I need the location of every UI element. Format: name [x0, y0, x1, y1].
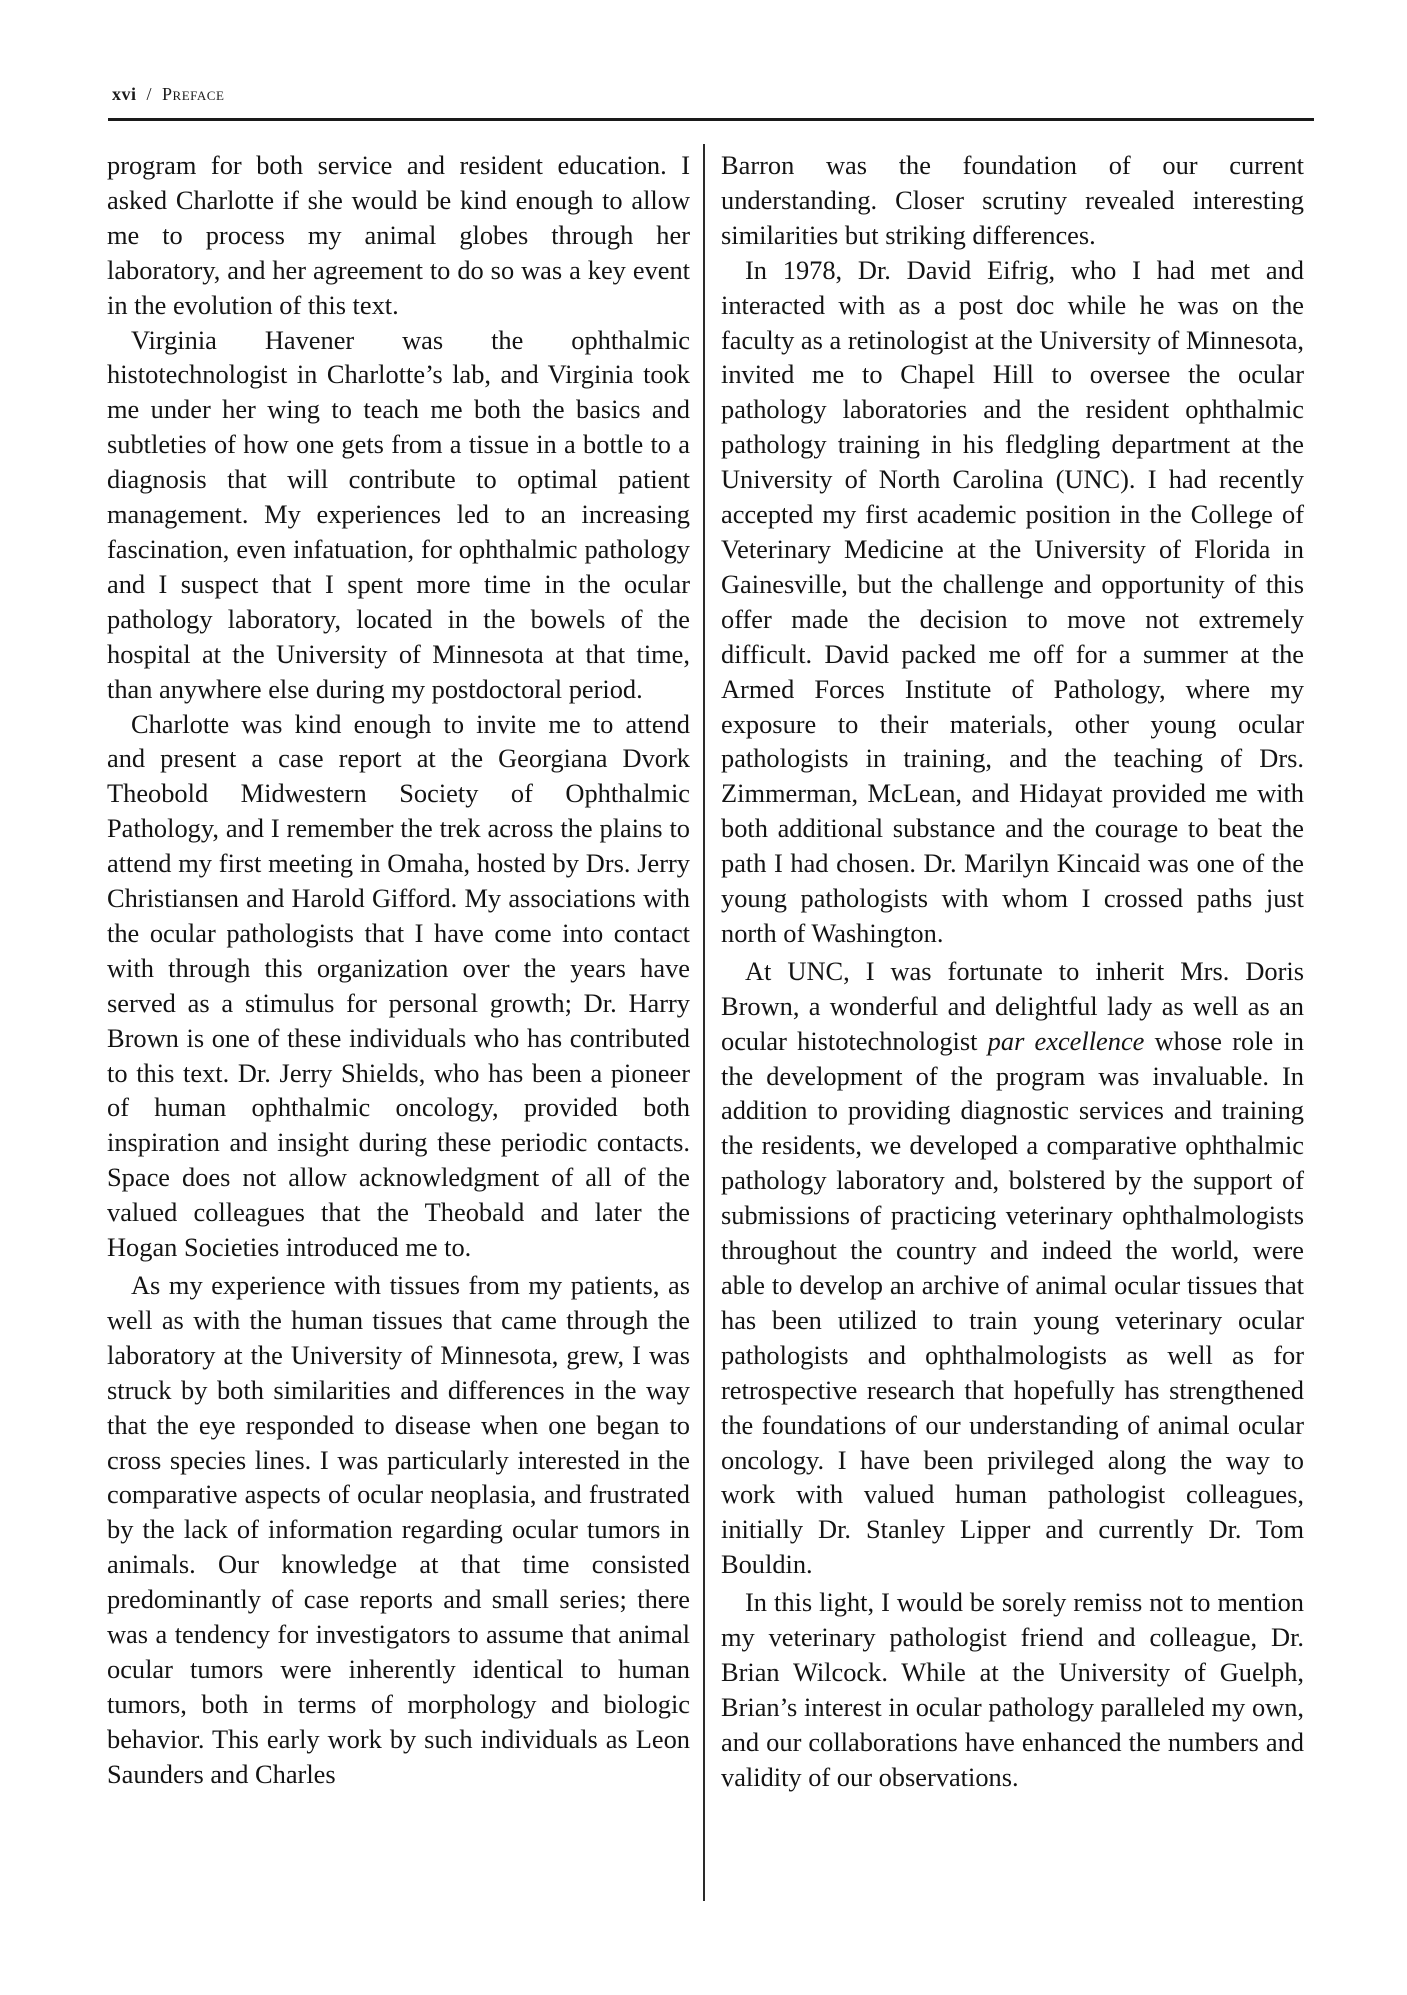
paragraph: Virginia Havener was the ophthalmic histotechnologist in Charlotte’s lab, and Virginia took me under her wing to teach me both the basics and subtleties of how one gets from a tissue in a bottle to a diagnosis that will contribute to optimal patient management. My experiences led to an increasing fascination, even infatuation, for ophthalmic pathology and I suspect that I spent more time in the ocular pathology laboratory, located in the bowels of the hospital at the University of Minnesota at that time, than anywhere else during my postdoctoral period.	[107, 324, 690, 704]
paragraph: In this light, I would be sorely remiss not to mention my veterinary pathologist friend and colleague, Dr. Brian Wilcock. While at the University of Guelph, Brian’s interest in ocular pathology paralleled my own, and our collaborations have enhanced the numbers and validity of our observations.	[721, 1587, 1304, 1792]
paragraph: program for both service and resident education. I asked Charlotte if she would be kind enough to allow me to process my animal globes through her laboratory, and her agreement to do so was a key event in the evolution of this text.	[107, 150, 690, 320]
left-column	[107, 148, 690, 1792]
paragraph-text: At UNC, I was fortunate to inherit Mrs. Doris Brown, a wonderful and delightful lady as well as an ocular histotechnologist	[721, 955, 1304, 1056]
paragraph: As my experience with tissues from my patients, as well as with the human tissues that came through the laboratory at the University of Minnesota, grew, I was struck by both similarities and differences in the way that the eye responded to disease when one began to cross species lines. I was particularly interested in the comparative aspects of ocular neoplasia, and frustrated by the lack of information regarding ocular tumors in animals. Our knowledge at that time consisted predominantly of case reports and small series; there was a tendency for investigators to assume that animal ocular tumors were inherently identical to human tumors, both in terms of morphology and biologic behavior. This early work by such individuals as Leon Saunders and Charles	[107, 1270, 690, 1789]
paragraph-text: whose role in the development of the program was invaluable. In addition to providing diagnostic services and training the residents, we developed a comparative ophthalmic pathology laboratory and, bolstered by the support of submissions of practicing veterinary ophthalmologists throughout the country and indeed the world, were able to develop an archive of animal ocular tissues that has been utilized to train young veterinary ocular pathologists and ophthalmologists as well as for retrospective research that hopefully has strengthened the foundations of our understanding of animal ocular oncology. I have been privileged along the way to work with valued human pathologist colleagues, initially Dr. Stanley Lipper and currently Dr. Tom Bouldin.	[721, 1025, 1304, 1580]
running-head	[112, 84, 224, 105]
right-column	[721, 148, 1304, 1795]
paragraph: Charlotte was kind enough to invite me to attend and present a case report at the Georgiana Dvork Theobold Midwestern Society of Ophthalmic Pathology, and I remember the trek across the plains to attend my first meeting in Omaha, hosted by Drs. Jerry Christiansen and Harold Gifford. My associations with the ocular pathologists that I have come into contact with through this organization over the years have served as a stimulus for personal growth; Dr. Harry Brown is one of these individuals who has contributed to this text. Dr. Jerry Shields, who has been a pioneer of human ophthalmic oncology, provided both inspiration and insight during these periodic contacts. Space does not allow acknowledgment of all of the valued colleagues that the Theobald and later the Hogan Societies introduced me to.	[107, 708, 690, 1263]
running-head-separator: /	[146, 84, 153, 104]
page-number: xvi	[112, 84, 137, 104]
paragraph: Barron was the foundation of our current understanding. Closer scrutiny revealed interesting similarities but striking differences.	[721, 150, 1304, 250]
header-rule	[108, 118, 1314, 121]
section-title: Preface	[162, 84, 225, 104]
paragraph-unc	[721, 954, 1304, 1582]
column-divider	[703, 144, 705, 1901]
paragraph: In 1978, Dr. David Eifrig, who I had met and interacted with as a post doc while he was on the faculty as a retinologist at the University of Minnesota, invited me to Chapel Hill to oversee the ocular pathology laboratories and the resident ophthalmic pathology training in his fledgling department at the University of North Carolina (UNC). I had recently accepted my first academic position in the College of Veterinary Medicine at the University of Florida in Gainesville, but the challenge and opportunity of this offer made the decision to move not extremely difficult. David packed me off for a summer at the Armed Forces Institute of Pathology, where my exposure to their materials, other young ocular pathologists in training, and the teaching of Drs. Zimmerman, McLean, and Hidayat provided me with both additional substance and the courage to beat the path I had chosen. Dr. Marilyn Kincaid was one of the young pathologists with whom I crossed paths just north of Washington.	[721, 254, 1304, 948]
italic-phrase: par excellence	[987, 1025, 1145, 1056]
